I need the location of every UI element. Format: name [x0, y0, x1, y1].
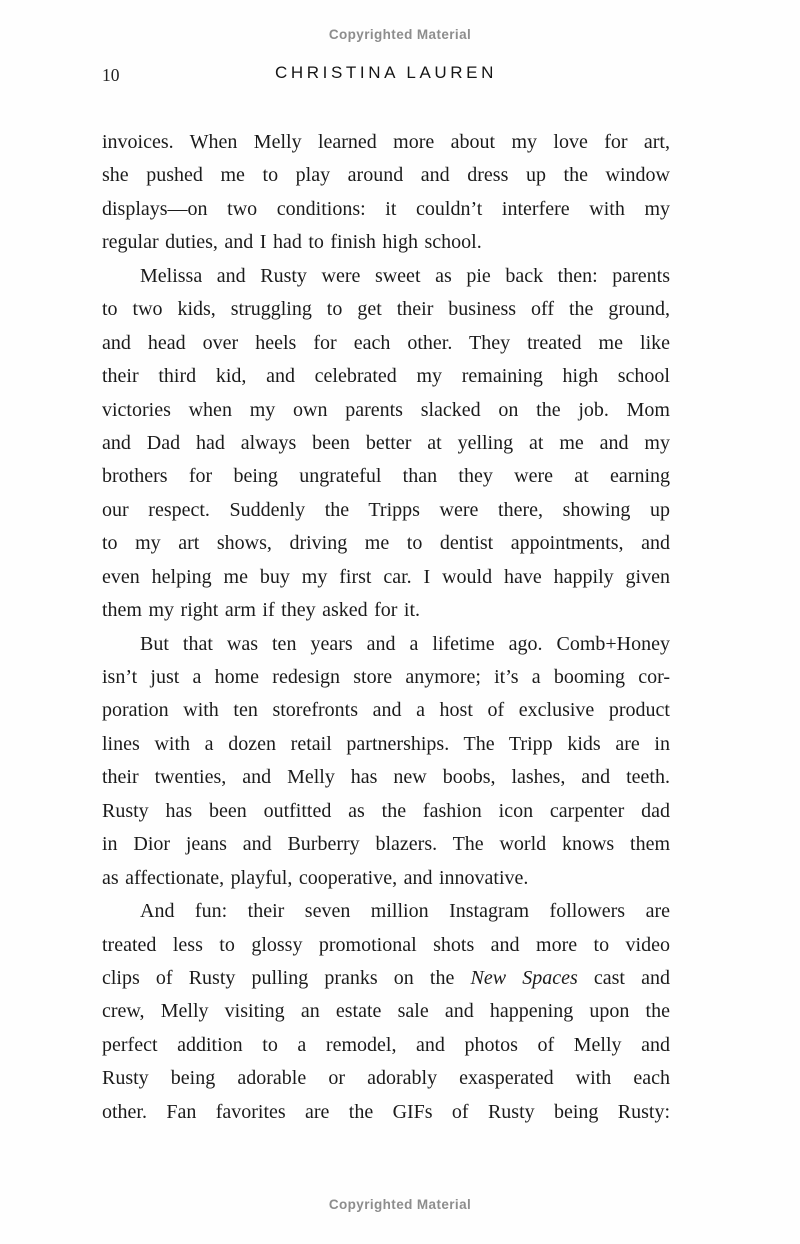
- text-line: crew, Melly visiting an estate sale and happening upon the: [102, 1000, 670, 1023]
- body-text: [102, 126, 670, 1129]
- text-line: and head over heels for each other. They treated me like: [102, 331, 670, 354]
- text-line: lines with a dozen retail partnerships. The Tripp kids are in: [102, 732, 670, 755]
- copyright-notice-top: Copyrighted Material: [328, 27, 472, 42]
- text-line: their twenties, and Melly has new boobs, lashes, and teeth.: [102, 766, 670, 789]
- text-line: as affectionate, playful, cooperative, and innovative.: [102, 866, 529, 889]
- text-line: to two kids, struggling to get their business off the ground,: [102, 298, 670, 321]
- page-number: 10: [102, 65, 120, 85]
- copyright-notice-bottom: Copyrighted Material: [328, 1197, 472, 1212]
- text-line: she pushed me to play around and dress up the window: [102, 164, 670, 187]
- text-line: their third kid, and celebrated my remaining high school: [102, 365, 670, 388]
- text-line: Melissa and Rusty were sweet as pie back then: parents: [140, 264, 670, 287]
- text-line: poration with ten storefronts and a host of exclusive product: [102, 699, 670, 722]
- text-line: But that was ten years and a lifetime ago. Comb+Honey: [140, 632, 670, 655]
- page-header: [102, 63, 670, 87]
- text-line: clips of Rusty pulling pranks on the New Spaces cast and: [102, 966, 670, 989]
- text-line: Rusty being adorable or adorably exasperated with each: [102, 1067, 670, 1090]
- text-line: displays—on two conditions: it couldn’t interfere with my: [102, 197, 670, 220]
- text-line: invoices. When Melly learned more about my love for art,: [102, 131, 670, 153]
- text-line: victories when my own parents slacked on the job. Mom: [102, 398, 670, 421]
- running-header-author: CHRISTINA LAUREN: [275, 63, 497, 82]
- text-line: And fun: their seven million Instagram followers are: [140, 900, 670, 923]
- text-line: Rusty has been outfitted as the fashion icon carpenter dad: [102, 799, 670, 822]
- text-line: in Dior jeans and Burberry blazers. The world knows them: [102, 833, 670, 856]
- text-line: them my right arm if they asked for it.: [102, 599, 421, 622]
- text-line: treated less to glossy promotional shots and more to video: [102, 933, 670, 956]
- text-line: isn’t just a home redesign store anymore; it’s a booming cor-: [102, 666, 670, 688]
- text-line: other. Fan favorites are the GIFs of Rusty being Rusty:: [102, 1100, 670, 1123]
- text-line: to my art shows, driving me to dentist appointments, and: [102, 532, 670, 555]
- text-line: and Dad had always been better at yelling at me and my: [102, 431, 670, 454]
- text-line: brothers for being ungrateful than they were at earning: [102, 465, 670, 488]
- text-line: regular duties, and I had to finish high school.: [102, 231, 482, 254]
- text-line: perfect addition to a remodel, and photos of Melly and: [102, 1033, 670, 1056]
- text-line: even helping me buy my first car. I would have happily given: [102, 565, 670, 588]
- text-line: our respect. Suddenly the Tripps were there, showing up: [102, 498, 670, 521]
